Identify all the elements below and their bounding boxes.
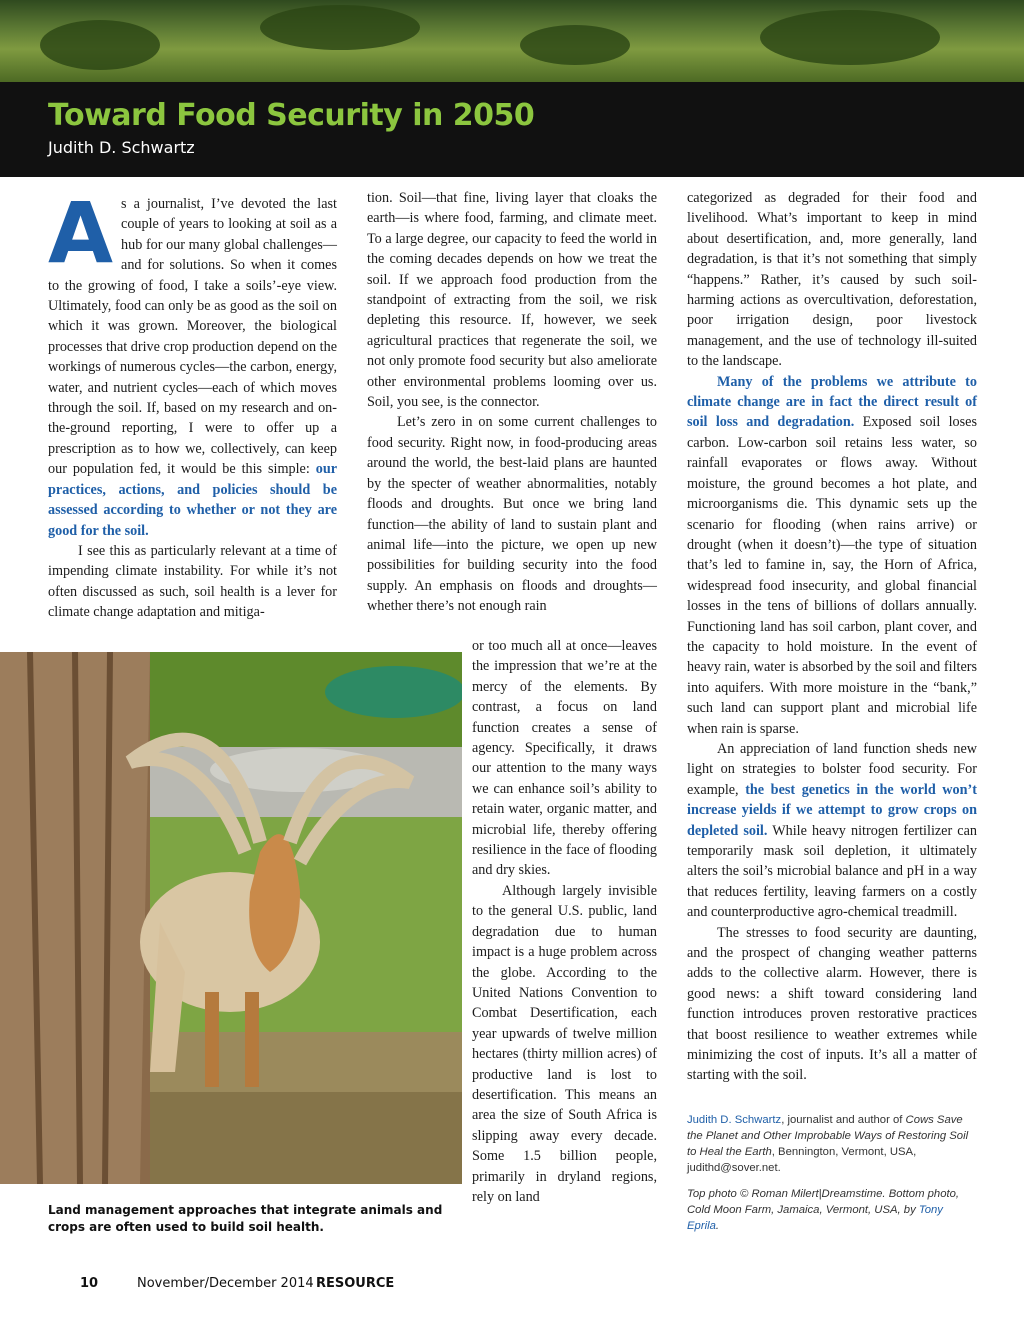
paragraph xyxy=(687,372,977,739)
bio-name: Judith D. Schwartz xyxy=(687,1114,782,1126)
credits-end: . xyxy=(715,1220,720,1232)
bio-text: , Bennington, Vermont, USA, judithd@sover.net. xyxy=(687,1146,917,1174)
paragraph: tion. Soil—that fine, living layer that cloaks the earth—is where food, farming, and climate meet. To a large degree, our capacity to feed the world in the coming decades depends on how we treat the soil. If we approach food production from the standpoint of extracting from the soil, we risk depleting this resource. If, however, we seek agricultural practices that regenerate the soil, we not only promote food security but also ameliorate other environmental problems looming over us. Soil, you see, is the connector. xyxy=(367,190,657,411)
paragraph: Although largely invisible to the general U.S. public, land degradation due to human impact is a huge problem across the globe. According to the United Nations Convention to Combat Desertification, each year upwards of twelve million hectares (thirty million acres) of productive land is lost to desertification. This means an area the size of South Africa is slipping away every decade. Some 1.5 billion people, primarily in dryland regions, rely on land xyxy=(472,882,657,1205)
article-title: Toward Food Security in 2050 xyxy=(48,98,535,133)
paragraph: categorized as degraded for their food and livelihood. What’s important to keep in mind about desertification, and, more generally, land degradation, is that it’s not something that simply “happens.” Rather, it’s caused by such soil-harming actions as overcultivation, deforestation, poor irrigation design, poor livestock management, and the use of technology ill-suited to the landscape. xyxy=(687,190,977,370)
paragraph xyxy=(687,739,977,923)
book-title: Cows Save the Planet and Other Improbable Ways of Restoring Soil to Heal the Earth xyxy=(687,1114,969,1158)
goat-photo-illustration xyxy=(0,652,462,1184)
pull-highlight: our practices, actions, and policies should be assessed according to whether or not they are good for the soil. xyxy=(48,461,337,539)
paragraph: The stresses to food security are daunting, and the prospect of changing weather patterns adds to the collective alarm. However, there is good news: a shift toward considering land function introduces proven restorative practices that boost resilience to weather extremes while minimizing the cost of inputs. It’s all a matter of starting with the soil. xyxy=(687,924,977,1084)
photo-caption: Land management approaches that integrate animals and crops are often used to build soil health. xyxy=(48,1203,443,1234)
paragraph: or too much all at once—leaves the impression that we’re at the mercy of the elements. By contrast, a focus on land function creates a sense of agency. Specifically, it draws our attention to the many ways we can enhance soil’s ability to retain water, organic matter, and microbial life, thereby offering resilience in the face of flooding and dry skies. xyxy=(472,638,657,879)
paragraph-text: An appreciation of land function sheds new light on strategies to bolster food security. For example, xyxy=(687,740,977,798)
paragraph-text: s a journalist, I’ve devoted the last couple of years to looking at soil as a hub for our many global challenges—and for solutions. So when it comes to the growing of food, I take a soils’-eye view. Ultimately, food can only be as good as the soil on which it was grown. Moreover, the biological processes that drive crop production depend on the workings of numerous cycles—the carbon, energy, water, and nutrient cycles—each of which moves through the soil. If, based on my research and on-the-ground reporting, I were to offer up a prescription as to how we, collectively, can keep our population fed, it would be this simple: xyxy=(48,196,337,478)
pull-highlight: the best genetics in the world won’t increase yields if we attempt to grow crops on depleted soil. xyxy=(687,781,977,839)
top-landscape-photo xyxy=(0,0,1024,82)
column-3 xyxy=(687,188,977,1086)
magazine-name: RESOURCE xyxy=(316,1276,395,1291)
column-2-lower xyxy=(472,636,657,1207)
article-author: Judith D. Schwartz xyxy=(48,138,195,157)
paragraph: I see this as particularly relevant at a time of impending climate instability. For while it’s not often discussed as such, soil health is a lever for climate change adaptation and mitiga- xyxy=(48,542,337,621)
page-number: 10 xyxy=(80,1276,99,1291)
photographer-name: Tony Eprila xyxy=(687,1204,943,1232)
paragraph xyxy=(48,184,337,541)
bio-text: , journalist and author of xyxy=(781,1114,906,1126)
paragraph: Let’s zero in on some current challenges to food security. Right now, in food-producing areas around the world, the best-laid plans are haunted by the specter of weather abnormalities, notably floods and droughts. But once we bring land function—the ability of land to sustain plant and animal life—into the picture, we open up new possibilities for building security into the food supply. An emphasis on floods and droughts—whether there’s not enough rain xyxy=(367,414,657,615)
issue-date: November/December 2014 xyxy=(137,1276,314,1291)
credits-text: Top photo © Roman Milert|Dreamstime. Bottom photo, Cold Moon Farm, Jamaica, Vermont, USA, by xyxy=(687,1188,960,1216)
author-bio xyxy=(687,1112,977,1176)
drop-cap: A xyxy=(48,184,114,282)
paragraph-text: While heavy nitrogen fertilizer can temporarily mask soil depletion, it ultimately alters the soil’s microbial balance and pH in a way that reduces fertility, leaving farmers on a costly and counterproductive agro-chemical treadmill. xyxy=(687,822,977,921)
pull-highlight: Many of the problems we attribute to climate change are in fact the direct result of soil loss and degradation. xyxy=(687,373,977,431)
goat-photo xyxy=(0,652,462,1184)
column-2 xyxy=(367,188,657,617)
paragraph-text: Exposed soil loses carbon. Low-carbon soil retains less water, so rainfall evaporates or flows away. Without moisture, the ground becomes a hot plate, and microorganisms die. This dynamic sets up the scenario for flooding (when rains arrive) or drought (when it doesn’t)—the type of situation that’s led to famine in, say, the Horn of Africa, widespread food insecurity, and global financial losses in the tens of billions of dollars annually. Functioning land has soil carbon, plant cover, and the capacity to hold moisture. In the event of heavy rain, water is absorbed by the soil and filters into aquifers. With more moisture in the “bank,” such land can support plant and microbial life when rain is sparse. xyxy=(687,414,977,737)
column-1 xyxy=(48,184,337,623)
photo-credits xyxy=(687,1186,977,1234)
